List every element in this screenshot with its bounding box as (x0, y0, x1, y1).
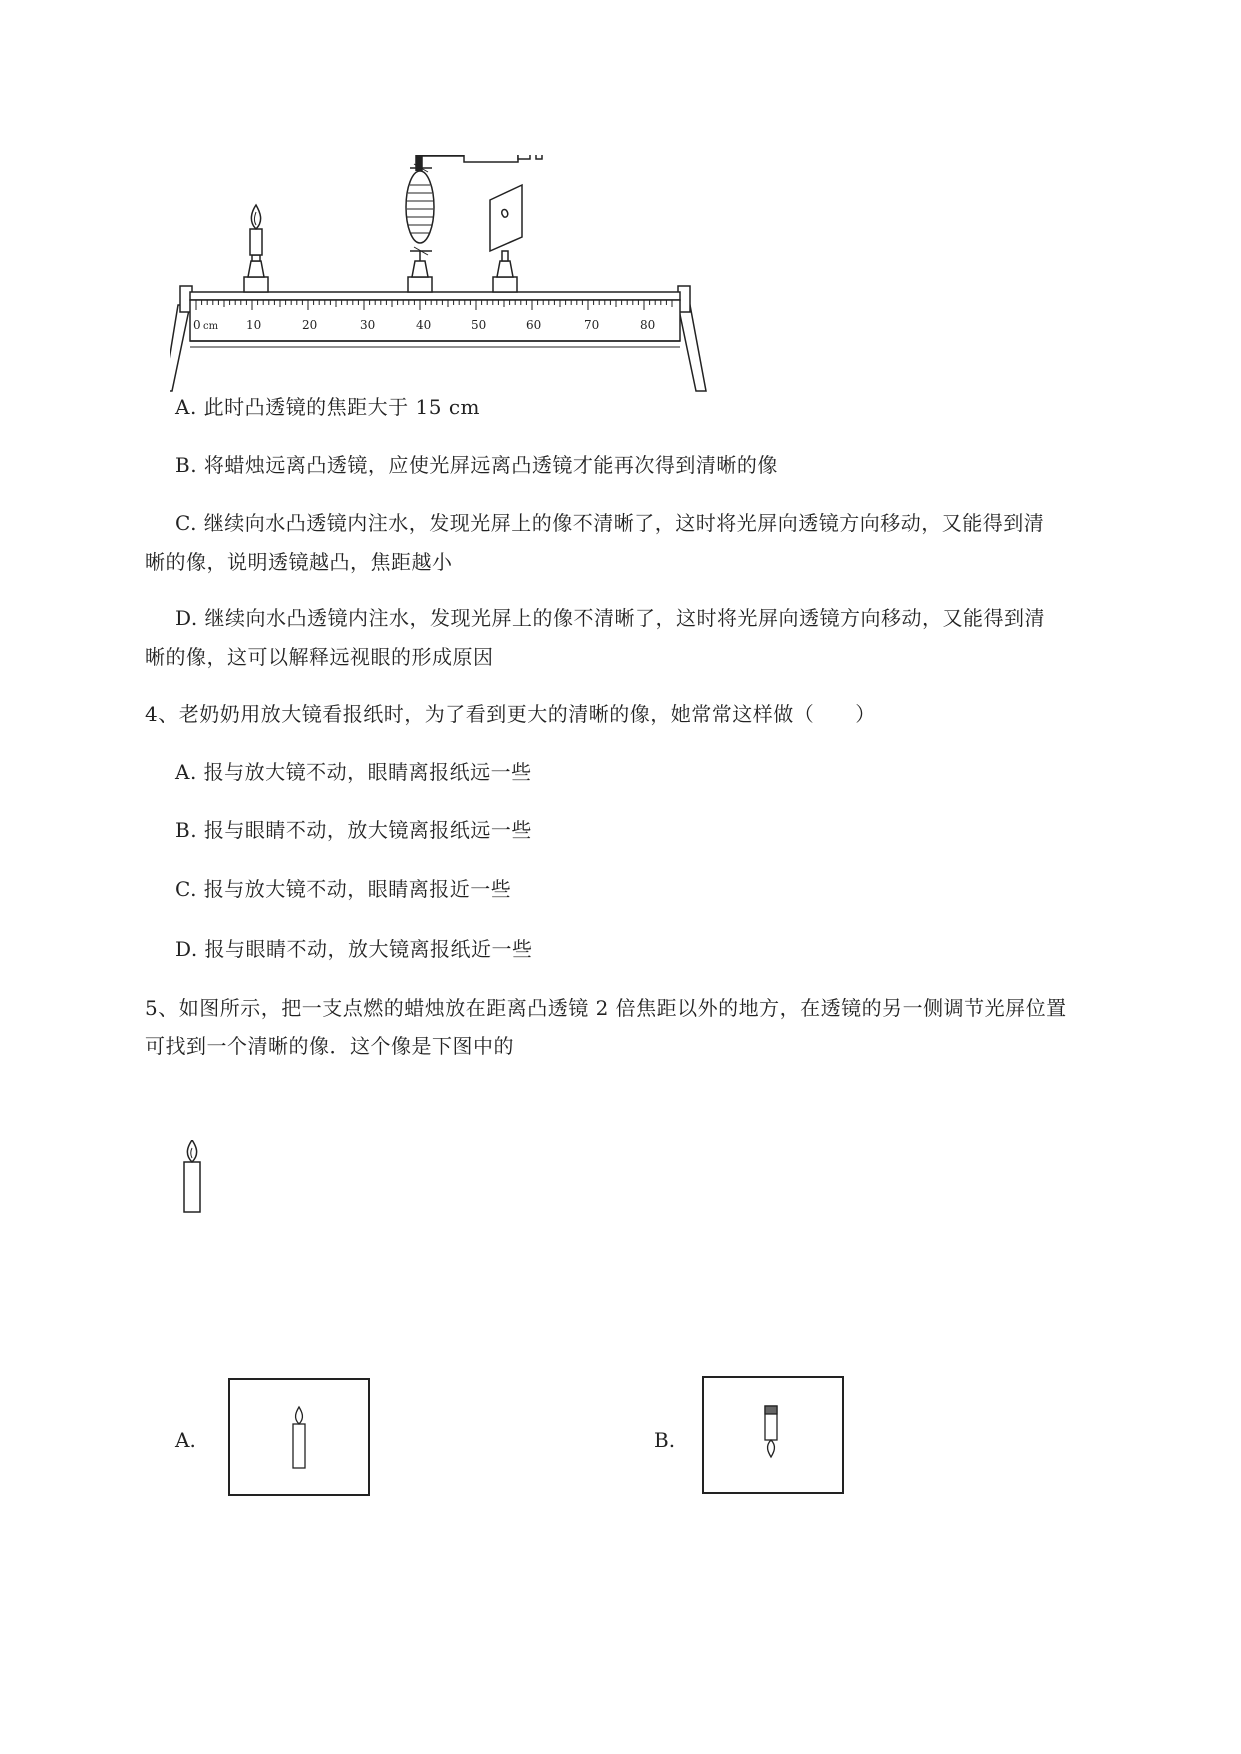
tick-label-30: 30 (360, 318, 376, 332)
optical-bench-figure (170, 155, 770, 395)
q5-option-a-image (228, 1378, 370, 1496)
tick-unit-label: cm (203, 321, 219, 332)
candle-on-stand (244, 205, 268, 292)
q5-stem-line1: 5、如图所示，把一支点燃的蜡烛放在距离凸透镜 2 倍焦距以外的地方，在透镜的另一侧调节光屏位置 (145, 996, 1067, 1020)
q4-option-c: C. 报与放大镜不动，眼睛离报近一些 (175, 877, 512, 901)
tick-label-50: 50 (471, 318, 487, 332)
q4-option-a: A. 报与放大镜不动，眼睛离报纸远一些 (175, 760, 532, 784)
q5-option-a-label: A. (175, 1428, 196, 1452)
light-screen (490, 185, 522, 292)
q3-option-d-line1: D. 继续向水凸透镜内注水，发现光屏上的像不清晰了，这时将光屏向透镜方向移动，又能得到清 (175, 606, 1046, 630)
tick-label-40: 40 (416, 318, 432, 332)
q5-option-b-image (702, 1376, 844, 1494)
q4-option-b: B. 报与眼睛不动，放大镜离报纸远一些 (175, 818, 532, 842)
tick-label-80: 80 (640, 318, 656, 332)
q4-option-d: D. 报与眼睛不动，放大镜离报纸近一些 (175, 937, 533, 961)
q3-option-c-line1: C. 继续向水凸透镜内注水，发现光屏上的像不清晰了，这时将光屏向透镜方向移动，又能得到清 (175, 511, 1045, 535)
q3-option-b: B. 将蜡烛远离凸透镜，应使光屏远离凸透镜才能再次得到清晰的像 (175, 453, 778, 477)
object-candle-figure (178, 1140, 208, 1220)
q5-stem-line2: 可找到一个清晰的像．这个像是下图中的 (145, 1034, 514, 1058)
q3-option-a: A. 此时凸透镜的焦距大于 15 cm (175, 395, 480, 419)
tick-label-70: 70 (584, 318, 600, 332)
tick-label-10: 10 (246, 318, 262, 332)
q3-option-c-line2: 晰的像，说明透镜越凸，焦距越小 (145, 550, 453, 574)
q4-stem: 4、老奶奶用放大镜看报纸时，为了看到更大的清晰的像，她常常这样做（ ） (145, 702, 876, 726)
tick-label-20: 20 (302, 318, 318, 332)
tick-label-60: 60 (526, 318, 542, 332)
q5-option-b-label: B. (654, 1428, 676, 1452)
q3-option-d-line2: 晰的像，这可以解释远视眼的形成原因 (145, 645, 494, 669)
tick-label-0: 0 (193, 318, 201, 332)
